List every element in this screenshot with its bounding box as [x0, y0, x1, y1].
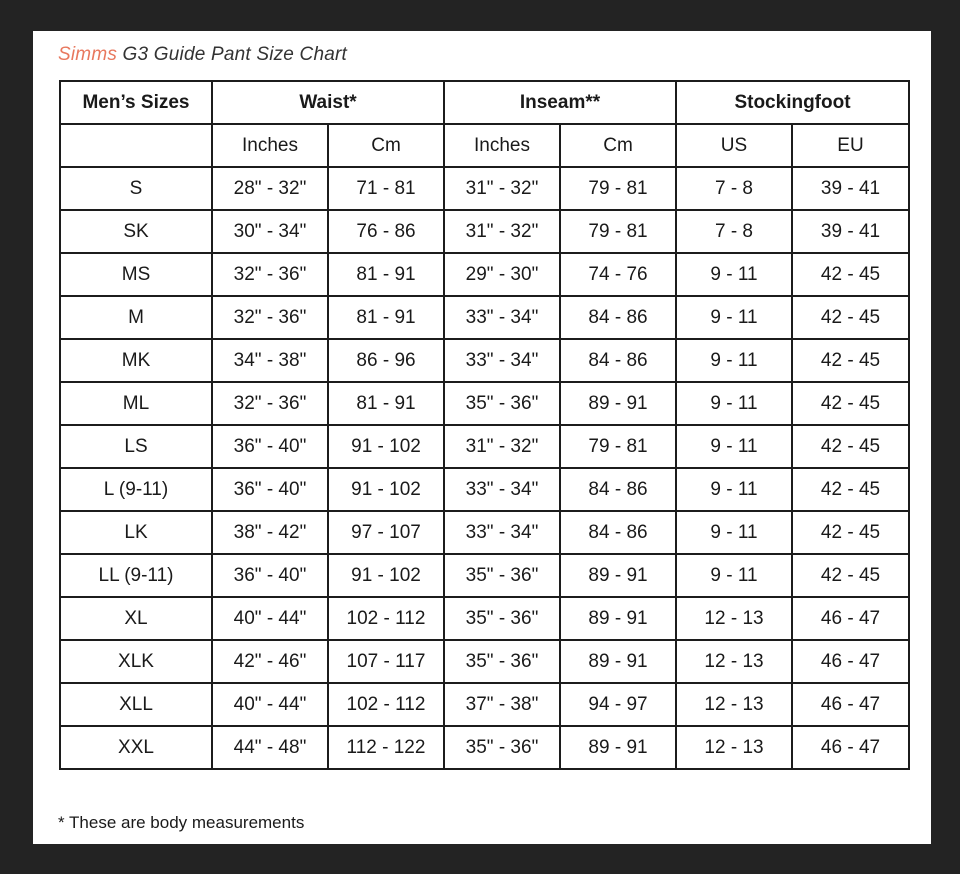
- sub-header-inseam-inches: Inches: [444, 124, 560, 167]
- table-row: [60, 468, 909, 511]
- cell-stockingfoot-us: 9 - 11: [676, 468, 792, 511]
- cell-stockingfoot-us: 7 - 8: [676, 167, 792, 210]
- cell-size: XLK: [60, 640, 212, 683]
- chart-title: [58, 44, 347, 66]
- cell-inseam-cm: 84 - 86: [560, 468, 676, 511]
- cell-inseam-inches: 37" - 38": [444, 683, 560, 726]
- cell-stockingfoot-us: 9 - 11: [676, 382, 792, 425]
- header-mens-sizes: Men’s Sizes: [60, 81, 212, 124]
- cell-waist-cm: 81 - 91: [328, 253, 444, 296]
- cell-stockingfoot-us: 7 - 8: [676, 210, 792, 253]
- cell-stockingfoot-us: 12 - 13: [676, 683, 792, 726]
- cell-waist-inches: 30" - 34": [212, 210, 328, 253]
- header-inseam: Inseam**: [444, 81, 676, 124]
- table-row: [60, 640, 909, 683]
- cell-waist-cm: 71 - 81: [328, 167, 444, 210]
- cell-size: XXL: [60, 726, 212, 769]
- cell-inseam-inches: 35" - 36": [444, 554, 560, 597]
- cell-waist-cm: 102 - 112: [328, 683, 444, 726]
- cell-waist-inches: 32" - 36": [212, 382, 328, 425]
- cell-size: ML: [60, 382, 212, 425]
- cell-inseam-inches: 35" - 36": [444, 726, 560, 769]
- table-row: [60, 726, 909, 769]
- cell-inseam-cm: 84 - 86: [560, 511, 676, 554]
- sub-header-stockingfoot-eu: EU: [792, 124, 909, 167]
- table-row: [60, 554, 909, 597]
- cell-stockingfoot-eu: 42 - 45: [792, 296, 909, 339]
- cell-inseam-cm: 79 - 81: [560, 167, 676, 210]
- cell-waist-cm: 91 - 102: [328, 425, 444, 468]
- cell-inseam-cm: 84 - 86: [560, 296, 676, 339]
- cell-inseam-inches: 33" - 34": [444, 296, 560, 339]
- cell-size: LK: [60, 511, 212, 554]
- cell-waist-cm: 91 - 102: [328, 468, 444, 511]
- cell-inseam-inches: 29" - 30": [444, 253, 560, 296]
- cell-inseam-inches: 35" - 36": [444, 382, 560, 425]
- cell-waist-inches: 28" - 32": [212, 167, 328, 210]
- cell-stockingfoot-us: 9 - 11: [676, 253, 792, 296]
- table-row: [60, 511, 909, 554]
- cell-inseam-inches: 35" - 36": [444, 597, 560, 640]
- table-row: [60, 425, 909, 468]
- cell-stockingfoot-eu: 46 - 47: [792, 726, 909, 769]
- cell-waist-cm: 76 - 86: [328, 210, 444, 253]
- cell-waist-inches: 38" - 42": [212, 511, 328, 554]
- cell-stockingfoot-eu: 42 - 45: [792, 382, 909, 425]
- cell-waist-cm: 91 - 102: [328, 554, 444, 597]
- cell-inseam-cm: 89 - 91: [560, 382, 676, 425]
- cell-stockingfoot-eu: 42 - 45: [792, 468, 909, 511]
- cell-size: XL: [60, 597, 212, 640]
- cell-waist-inches: 42" - 46": [212, 640, 328, 683]
- cell-stockingfoot-eu: 42 - 45: [792, 425, 909, 468]
- cell-waist-inches: 36" - 40": [212, 468, 328, 511]
- brand-name: Simms: [58, 44, 118, 65]
- cell-inseam-cm: 89 - 91: [560, 597, 676, 640]
- sub-header-inseam-cm: Cm: [560, 124, 676, 167]
- cell-stockingfoot-eu: 46 - 47: [792, 640, 909, 683]
- footnote: * These are body measurements: [58, 813, 305, 832]
- cell-stockingfoot-eu: 39 - 41: [792, 167, 909, 210]
- cell-inseam-inches: 33" - 34": [444, 511, 560, 554]
- table-row: [60, 597, 909, 640]
- cell-stockingfoot-eu: 46 - 47: [792, 683, 909, 726]
- cell-stockingfoot-eu: 39 - 41: [792, 210, 909, 253]
- table-row: [60, 339, 909, 382]
- cell-inseam-cm: 89 - 91: [560, 726, 676, 769]
- cell-size: LS: [60, 425, 212, 468]
- chart-name: G3 Guide Pant Size Chart: [122, 44, 348, 65]
- size-table: [59, 80, 910, 770]
- cell-waist-inches: 34" - 38": [212, 339, 328, 382]
- cell-size: S: [60, 167, 212, 210]
- cell-waist-inches: 44" - 48": [212, 726, 328, 769]
- cell-inseam-inches: 33" - 34": [444, 339, 560, 382]
- sub-header-empty: [60, 124, 212, 167]
- cell-waist-cm: 81 - 91: [328, 382, 444, 425]
- cell-waist-inches: 32" - 36": [212, 296, 328, 339]
- header-stockingfoot: Stockingfoot: [676, 81, 909, 124]
- cell-inseam-inches: 35" - 36": [444, 640, 560, 683]
- table-row: [60, 167, 909, 210]
- sub-header-stockingfoot-us: US: [676, 124, 792, 167]
- table-row: [60, 253, 909, 296]
- cell-inseam-cm: 89 - 91: [560, 640, 676, 683]
- table-row: [60, 210, 909, 253]
- cell-waist-inches: 40" - 44": [212, 597, 328, 640]
- cell-waist-cm: 81 - 91: [328, 296, 444, 339]
- cell-inseam-cm: 79 - 81: [560, 425, 676, 468]
- cell-waist-cm: 102 - 112: [328, 597, 444, 640]
- header-waist: Waist*: [212, 81, 444, 124]
- table-row: [60, 296, 909, 339]
- cell-waist-cm: 86 - 96: [328, 339, 444, 382]
- cell-waist-inches: 36" - 40": [212, 554, 328, 597]
- sub-header-row: [60, 124, 909, 167]
- cell-size: XLL: [60, 683, 212, 726]
- table-row: [60, 683, 909, 726]
- cell-stockingfoot-us: 9 - 11: [676, 425, 792, 468]
- cell-inseam-inches: 31" - 32": [444, 425, 560, 468]
- cell-waist-inches: 40" - 44": [212, 683, 328, 726]
- cell-stockingfoot-us: 9 - 11: [676, 296, 792, 339]
- cell-inseam-inches: 33" - 34": [444, 468, 560, 511]
- cell-size: MK: [60, 339, 212, 382]
- cell-stockingfoot-eu: 42 - 45: [792, 339, 909, 382]
- cell-stockingfoot-eu: 42 - 45: [792, 511, 909, 554]
- cell-size: M: [60, 296, 212, 339]
- sub-header-waist-inches: Inches: [212, 124, 328, 167]
- cell-stockingfoot-us: 12 - 13: [676, 726, 792, 769]
- cell-stockingfoot-eu: 46 - 47: [792, 597, 909, 640]
- cell-inseam-inches: 31" - 32": [444, 167, 560, 210]
- size-chart-card: [33, 31, 931, 844]
- cell-stockingfoot-us: 9 - 11: [676, 339, 792, 382]
- cell-inseam-cm: 89 - 91: [560, 554, 676, 597]
- cell-inseam-cm: 79 - 81: [560, 210, 676, 253]
- cell-stockingfoot-us: 9 - 11: [676, 511, 792, 554]
- group-header-row: [60, 81, 909, 124]
- cell-waist-inches: 36" - 40": [212, 425, 328, 468]
- cell-inseam-cm: 74 - 76: [560, 253, 676, 296]
- cell-size: L (9-11): [60, 468, 212, 511]
- cell-waist-cm: 112 - 122: [328, 726, 444, 769]
- cell-inseam-cm: 84 - 86: [560, 339, 676, 382]
- cell-stockingfoot-eu: 42 - 45: [792, 253, 909, 296]
- cell-size: LL (9-11): [60, 554, 212, 597]
- cell-waist-inches: 32" - 36": [212, 253, 328, 296]
- table-row: [60, 382, 909, 425]
- cell-stockingfoot-us: 12 - 13: [676, 597, 792, 640]
- cell-stockingfoot-us: 9 - 11: [676, 554, 792, 597]
- cell-inseam-inches: 31" - 32": [444, 210, 560, 253]
- cell-stockingfoot-us: 12 - 13: [676, 640, 792, 683]
- cell-waist-cm: 97 - 107: [328, 511, 444, 554]
- cell-stockingfoot-eu: 42 - 45: [792, 554, 909, 597]
- sub-header-waist-cm: Cm: [328, 124, 444, 167]
- cell-size: SK: [60, 210, 212, 253]
- cell-size: MS: [60, 253, 212, 296]
- table-body: [60, 167, 909, 769]
- cell-waist-cm: 107 - 117: [328, 640, 444, 683]
- cell-inseam-cm: 94 - 97: [560, 683, 676, 726]
